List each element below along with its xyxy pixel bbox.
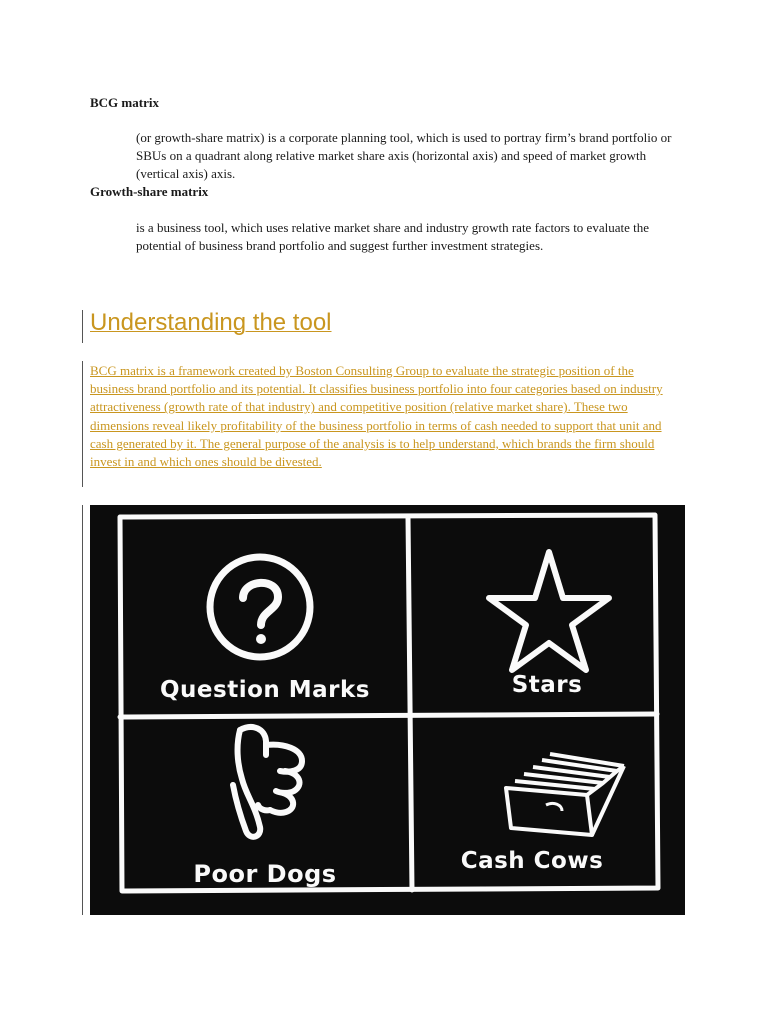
term-definition-bcg-matrix: (or growth-share matrix) is a corporate planning tool, which is used to portray firm’s brand portfolio or SBUs on a quadrant along relative market share axis (horizontal axis) and speed of market growth (vertical axis) axis. xyxy=(136,130,672,181)
quadrant-label-poor-dogs: Poor Dogs xyxy=(193,860,337,888)
question-mark-icon xyxy=(210,557,310,657)
term-title-bcg-matrix: BCG matrix xyxy=(90,95,159,110)
section-change-bar xyxy=(82,310,83,343)
image-change-bar xyxy=(82,505,83,915)
quadrant-label-stars: Stars xyxy=(511,672,583,698)
bcg-matrix-image xyxy=(90,505,685,915)
term-title-growth-share-matrix: Growth-share matrix xyxy=(90,184,209,199)
cash-bills-icon xyxy=(506,754,624,835)
quadrant-label-question-marks: Question Marks xyxy=(159,677,370,703)
quadrant-label-cash-cows: Cash Cows xyxy=(460,848,604,874)
thumbs-down-icon xyxy=(233,727,302,837)
matrix-horizontal-divider xyxy=(120,714,657,717)
section-title-link[interactable]: Understanding the tool xyxy=(90,309,332,336)
star-icon xyxy=(489,552,609,670)
term-definition-growth-share-matrix: is a business tool, which uses relative market share and industry growth rate factors to evaluate the potential of business brand portfolio and suggest further investment strategies. xyxy=(136,220,649,253)
section-paragraph-link[interactable]: BCG matrix is a framework created by Boston Consulting Group to evaluate the strategic position of the business brand portfolio and its potential. It classifies business portfolio into four categories based on industry attractiveness (growth rate of that industry) and competitive position (relative market share). These two dimensions reveal likely profitability of the business portfolio in terms of cash needed to support that unit and cash generated by it. The general purpose of the analysis is to help understand, which brands the firm should invest in and which ones should be divested. xyxy=(90,363,663,470)
paragraph-change-bar xyxy=(82,361,83,487)
matrix-vertical-divider xyxy=(408,517,412,890)
